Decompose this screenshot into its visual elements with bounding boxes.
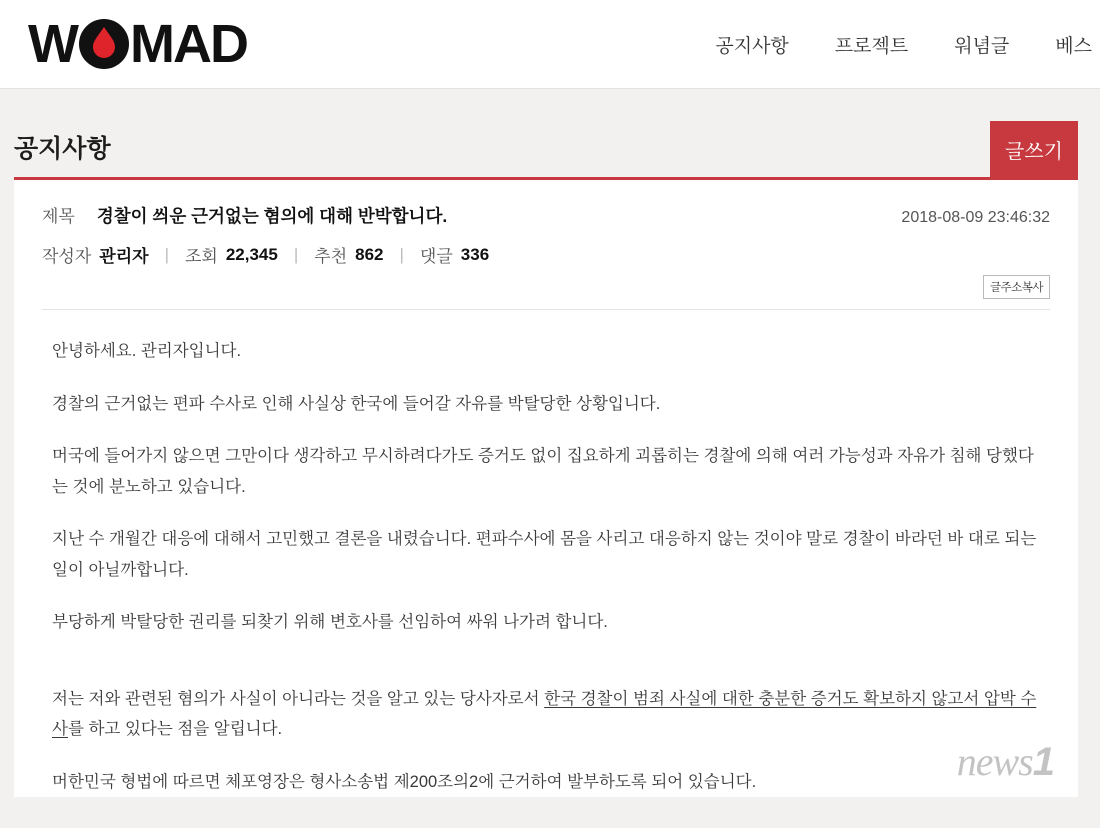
post-meta-row — [42, 228, 1050, 267]
article-panel — [14, 177, 1078, 797]
page-body — [0, 89, 1100, 828]
nav-item-project[interactable]: 프로젝트 — [834, 35, 909, 57]
meta-separator-1: | — [164, 244, 169, 264]
post-paragraph: 부당하게 박탈당한 권리를 되찾기 위해 변호사를 선임하여 싸워 나가려 합니다. — [52, 613, 608, 632]
post-paragraph: 안녕하세요. 관리자입니다. — [52, 342, 242, 360]
paragraph-text-after: 를 하고 있다는 점을 알립니다. — [67, 720, 283, 739]
author-name[interactable]: 관리자 — [99, 247, 149, 266]
nav-item-notice[interactable]: 공지사항 — [715, 35, 789, 57]
watermark-text: news — [956, 739, 1033, 785]
nav-item-warmup[interactable]: 워념글 — [954, 35, 1010, 57]
post-actions — [42, 275, 1050, 299]
site-header — [0, 0, 1100, 89]
page-title: 공지사항 — [14, 135, 111, 163]
post-paragraph: 지난 수 개월간 대응에 대해서 고민했고 결론을 내렸습니다. 편파수사에 몸을 사리고 대응하지 않는 것이야 말로 경찰이 바라던 바 대로 되는 일이 아닐까합니다. — [52, 530, 1037, 579]
post-subject: 경찰이 씌운 근거없는 혐의에 대해 반박합니다. — [96, 206, 448, 226]
post-content — [42, 310, 1050, 797]
board-header — [0, 121, 1100, 177]
comments-label: 댓글 — [419, 247, 453, 266]
nav-item-best[interactable]: 베스 — [1055, 35, 1092, 57]
post-paragraph-with-link — [52, 684, 1040, 745]
post-paragraph: 머한민국 형법에 따르면 체포영장은 형사소송법 제200조의2에 근거하여 발부하도록 되어 있습니다. — [52, 772, 757, 791]
author-label: 작성자 — [42, 247, 92, 266]
news1-watermark — [957, 738, 1054, 785]
main-navigation — [715, 0, 1100, 88]
post-date: 2018-08-09 23:46:32 — [901, 209, 1050, 226]
paragraph-text-before: 저는 저와 관련된 혐의가 사실이 아니라는 것을 알고 있는 당사자로서 — [52, 689, 545, 708]
logo-text-before: W — [28, 14, 78, 74]
meta-separator-2: | — [293, 244, 299, 264]
likes-label: 추천 — [314, 247, 348, 266]
subject-label: 제목 — [42, 207, 75, 226]
copy-link-button[interactable]: 글주소복사 — [983, 275, 1050, 299]
board-container — [0, 121, 1100, 797]
inline-emphasis-link[interactable]: 한국 경찰이 범죄 사실에 대한 충분한 증거도 확보하지 않고서 압박 수사 — [52, 689, 1037, 739]
post-paragraph: 경찰의 근거없는 편파 수사로 인해 사실상 한국에 들어갈 자유를 박탈당한 상황입니다. — [52, 394, 661, 413]
logo-text-after: MAD — [129, 14, 247, 74]
write-button[interactable]: 글쓰기 — [990, 121, 1078, 177]
views-label: 조회 — [184, 247, 218, 266]
site-logo[interactable] — [28, 16, 247, 72]
views-count: 22,345 — [225, 244, 278, 264]
post-paragraph: 머국에 들어가지 않으면 그만이다 생각하고 무시하려다가도 증거도 없이 집요하게 괴롭히는 경찰에 의해 여러 가능성과 자유가 침해 당했다는 것에 분노하고 있습니다. — [52, 447, 1034, 496]
post-subject-row — [42, 180, 1050, 228]
comments-count: 336 — [460, 244, 490, 264]
flame-drop-icon — [76, 16, 132, 72]
likes-count: 862 — [355, 244, 384, 264]
watermark-number: 1 — [1032, 740, 1054, 785]
meta-separator-3: | — [399, 244, 404, 264]
